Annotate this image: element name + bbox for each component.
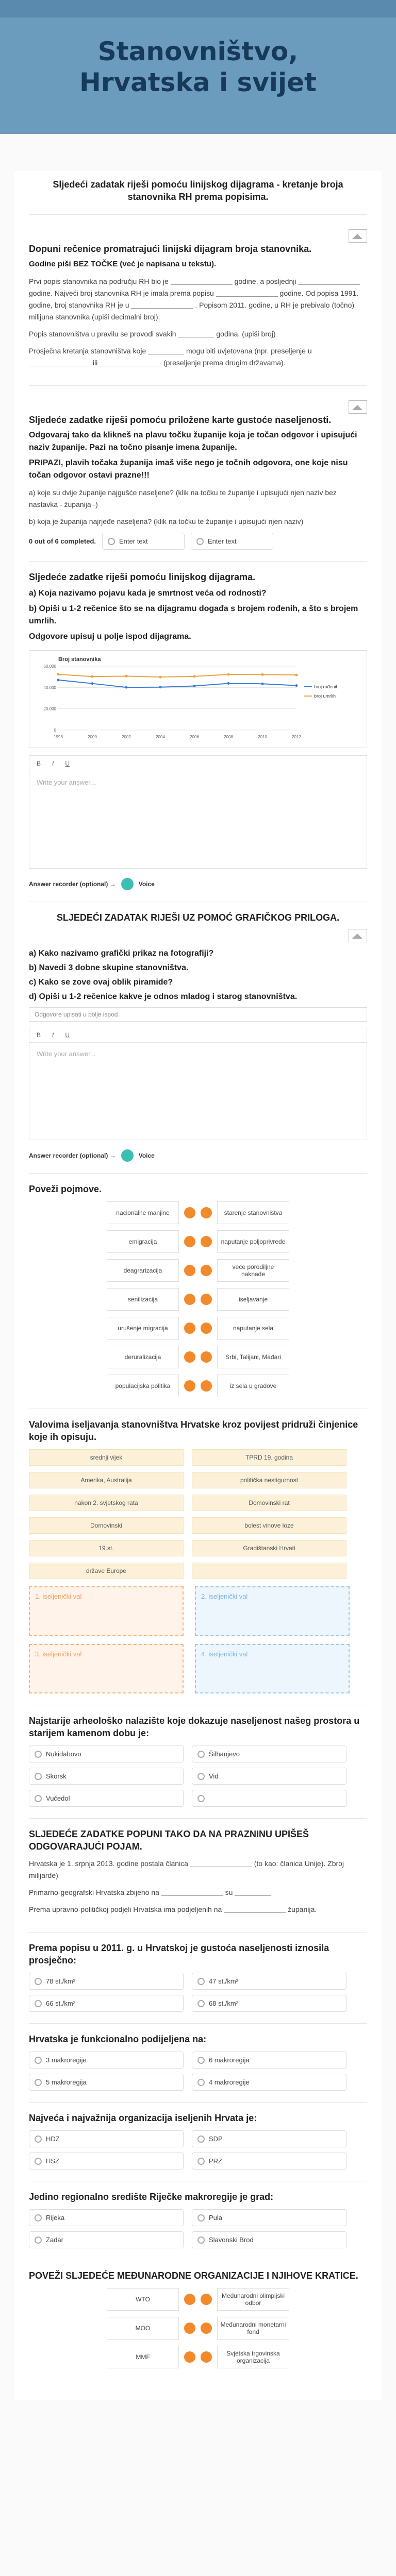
option-label: 3 makroregije xyxy=(46,2056,87,2064)
fact-tag[interactable]: Gradištanski Hrvati xyxy=(192,1540,346,1556)
editor-toolbar xyxy=(29,756,367,771)
fact-tag[interactable]: države Europe xyxy=(29,1563,184,1579)
radio-icon xyxy=(35,2079,42,2086)
hero-top-stripe xyxy=(0,0,396,18)
radio-icon xyxy=(197,1795,205,1802)
x-tick-label: 2008 xyxy=(224,735,233,739)
task-title: Sljedeće zadatke riješi pomoću priložene karte gustoće naseljenosti. xyxy=(29,415,332,425)
blank-input[interactable] xyxy=(131,301,193,309)
question-b: b) Navedi 3 dobne skupine stanovništva. xyxy=(29,963,189,972)
data-point xyxy=(193,675,196,677)
blank-input[interactable] xyxy=(235,1889,271,1896)
voice-record-button[interactable] xyxy=(121,878,134,890)
radio-icon xyxy=(197,2158,205,2165)
option-choice[interactable] xyxy=(29,1745,184,1762)
match-right[interactable]: Međunarodni olimpijski odbor xyxy=(217,2288,289,2311)
radio-icon xyxy=(35,1795,42,1802)
option-choice[interactable] xyxy=(192,1995,346,2012)
question-a: a) koje su dvije županije najgušće naseljene? (klik na točku te županije i upisujući njen naziv bez nastavka - županija -) xyxy=(29,488,337,509)
data-point xyxy=(57,673,60,675)
option-choice[interactable] xyxy=(192,2052,346,2069)
data-point xyxy=(261,683,264,685)
task-line-chart-fill xyxy=(29,215,367,386)
task-organization-mc xyxy=(29,2103,367,2181)
matching-list xyxy=(29,2288,367,2368)
connect-dot-icon[interactable] xyxy=(184,1323,195,1334)
y-tick-label: 60.000 xyxy=(43,664,56,669)
option-label: 47 st./km² xyxy=(209,1977,239,1985)
radio-icon xyxy=(197,2214,205,2222)
task-title: Hrvatska je funkcionalno podijeljena na: xyxy=(29,2034,207,2044)
x-tick-label: 2004 xyxy=(156,735,165,739)
bold-icon[interactable]: B xyxy=(37,759,41,767)
option-label: Nukidabovo xyxy=(46,1750,81,1758)
task-title: Jedino regionalno središte Riječke makroregije je grad: xyxy=(29,2192,274,2202)
connect-dot-icon[interactable] xyxy=(184,1265,195,1276)
x-tick-label: 2006 xyxy=(190,735,199,739)
connect-dot-icon[interactable] xyxy=(184,1236,195,1247)
radio-icon xyxy=(197,2136,205,2143)
task-density-mc xyxy=(29,1933,367,2024)
option-choice[interactable] xyxy=(192,2074,346,2091)
radio-icon xyxy=(108,538,115,545)
question-a: a) Koja nazivamo pojavu kada je smrtnost veća od rodnosti? xyxy=(29,589,267,598)
option-label: Vučedol xyxy=(46,1794,70,1802)
connect-dot-icon[interactable] xyxy=(201,1380,212,1392)
option-label: 78 st./km² xyxy=(46,1977,76,1985)
drop-zone[interactable]: 3. iseljenički val xyxy=(29,1644,184,1693)
question-c: c) Kako se zove ovaj oblik piramide? xyxy=(29,978,173,987)
connect-dot-icon[interactable] xyxy=(201,1265,212,1276)
line-chart-svg xyxy=(34,655,364,743)
match-row xyxy=(29,2346,367,2368)
data-point xyxy=(91,682,94,685)
drop-zones xyxy=(29,1586,367,1693)
question-a: a) Kako nazivamo grafički prikaz na fotografiji? xyxy=(29,949,214,958)
fact-tags xyxy=(29,1449,367,1579)
options xyxy=(29,1973,367,2012)
option-label: 66 st./km² xyxy=(46,1999,76,2007)
data-point xyxy=(159,686,162,688)
series-line xyxy=(58,674,296,677)
fact-tag[interactable]: nakon 2. svjetskog rata xyxy=(29,1495,184,1511)
blank-input[interactable] xyxy=(29,359,91,366)
data-point xyxy=(193,685,196,687)
task-title: SLJEDEĆI ZADATAK RIJEŠI UZ POMOĆ GRAFIČKOG PRILOGA. xyxy=(56,912,340,923)
blank-input[interactable] xyxy=(148,347,184,354)
task-title: Najveća i najvažnija organizacija iseljenih Hrvata je: xyxy=(29,2113,257,2123)
blank-input[interactable] xyxy=(216,290,278,297)
options xyxy=(29,2209,367,2248)
option-choice[interactable] xyxy=(192,2130,346,2147)
match-row xyxy=(29,1259,367,1282)
legend-label: broj umrlih xyxy=(314,693,336,699)
underline-icon[interactable]: U xyxy=(65,1031,70,1039)
option-label: HDZ xyxy=(46,2135,60,2143)
blank-input[interactable] xyxy=(171,278,233,285)
fact-tag[interactable]: Domovinski rat xyxy=(192,1495,346,1511)
match-row xyxy=(29,1230,367,1253)
match-row xyxy=(29,2288,367,2311)
series-line xyxy=(58,680,296,687)
worksheet xyxy=(14,171,382,2400)
image-placeholder-icon xyxy=(349,929,367,942)
radio-icon xyxy=(197,2079,205,2086)
task-title: Prema popisu u 2011. g. u Hrvatskoj je gustoća naseljenosti iznosila prosječno: xyxy=(29,1943,329,1965)
connect-dot-icon[interactable] xyxy=(184,2323,195,2334)
match-right[interactable]: naputanje sela xyxy=(217,1317,289,1340)
y-tick-label: 0 xyxy=(54,728,56,733)
option-choice[interactable] xyxy=(29,1995,184,2012)
question-b: b) Opiši u 1-2 rečenice što se na dijagramu događa s brojem rođenih, a što s brojem umrlih. xyxy=(29,604,358,625)
radio-icon xyxy=(197,2236,205,2244)
option-label: Skorsk xyxy=(46,1772,67,1780)
radio-icon xyxy=(35,1751,42,1758)
option-label: PRZ xyxy=(209,2157,222,2165)
option-choice[interactable] xyxy=(192,1973,346,1990)
task-natality-chart xyxy=(29,562,367,902)
option-label: Slavonski Brod xyxy=(209,2236,254,2244)
fill-paragraph: Prvi popis stanovnika na području RH bio je godine, a posljednji godine. Najveći broj stanovnika RH je imala prema popisu godine. Od popisa 1991. godine, broj stanovnika RH je u . Popisom 2011. godine, u RH je prebivalo (točno) milijuna stanovnika (upiši decimalni broj). Popis stanovništva u pravilu se provodi svakih godina. (upiši broj) Prosječna kretanja stanovništva koje mogu biti uvjetovana (npr. preseljenje u ili (preseljenje prema drugim državama). xyxy=(29,276,367,369)
voice-record-button[interactable] xyxy=(121,1149,134,1162)
data-point xyxy=(159,676,162,679)
x-tick-label: 1998 xyxy=(54,735,63,739)
instruction-field: Odgovore upisati u polje ispod. xyxy=(29,1007,367,1022)
task-title: Poveži pojmove. xyxy=(29,1184,102,1194)
task-title: Dopuni rečenice promatrajući linijski dijagram broja stanovnika. xyxy=(29,244,312,254)
fact-tag[interactable]: TPRD 19. godina xyxy=(192,1449,346,1466)
option-choice[interactable] xyxy=(29,2209,184,2226)
radio-icon xyxy=(197,1773,205,1780)
option-label: 6 makroregija xyxy=(209,2056,250,2064)
radio-icon xyxy=(35,1978,42,1985)
question-d: d) Opiši u 1-2 rečenice kakve je odnos mladog i starog stanovništva. xyxy=(29,992,298,1001)
option-label: Zadar xyxy=(46,2236,63,2244)
connect-dot-icon[interactable] xyxy=(201,2294,212,2305)
connect-dot-icon[interactable] xyxy=(184,1207,195,1218)
task-regions-mc xyxy=(29,2024,367,2103)
option-label: Šilhanjevo xyxy=(209,1750,240,1758)
x-tick-label: 2012 xyxy=(292,735,301,739)
data-point xyxy=(227,682,230,685)
option-label: Pula xyxy=(209,2214,223,2222)
drop-zone[interactable]: 2. iseljenički val xyxy=(195,1586,350,1636)
x-tick-label: 2000 xyxy=(88,735,97,739)
option-choice[interactable] xyxy=(192,2231,346,2248)
option-label: 68 st./km² xyxy=(209,1999,239,2007)
match-left[interactable]: WTO xyxy=(107,2288,179,2311)
blank-input[interactable] xyxy=(100,359,161,366)
chart-title: Broj stanovnika xyxy=(58,656,101,663)
blank-input[interactable] xyxy=(161,1889,223,1896)
task-pyramid xyxy=(29,902,367,1174)
fact-tag[interactable]: bolest vinove loze xyxy=(192,1517,346,1534)
connect-dot-icon[interactable] xyxy=(201,1351,212,1363)
match-left[interactable]: deagrarizacija xyxy=(107,1259,179,1282)
task-warning: PRIPAZI, plavih točaka županija imaš više nego je točnih odgovora, one koje nisu točan odgovor ostavi prazne!!! xyxy=(29,459,348,480)
italic-icon[interactable]: I xyxy=(52,759,54,767)
match-left[interactable]: MOO xyxy=(107,2317,179,2340)
task-archaeology xyxy=(29,1705,367,1819)
option-choice[interactable] xyxy=(192,1790,346,1807)
match-row xyxy=(29,1201,367,1224)
radio-icon xyxy=(35,2214,42,2222)
match-right[interactable]: iz sela u gradove xyxy=(217,1375,289,1397)
fact-tag[interactable] xyxy=(192,1563,346,1579)
task-density-map xyxy=(29,386,367,562)
connect-dot-icon[interactable] xyxy=(201,1236,212,1247)
intro-title: Sljedeći zadatak riješi pomoću linijskog dijagrama - kretanje broja stanovnika RH prema popisima. xyxy=(53,179,343,202)
blank-input[interactable] xyxy=(298,278,360,285)
match-right[interactable]: Srbi, Talijani, Mađari xyxy=(217,1346,289,1368)
x-tick-label: 2010 xyxy=(258,735,267,739)
match-left[interactable]: nacionalne manjine xyxy=(107,1201,179,1224)
progress-text: 0 out of 6 completed. xyxy=(29,537,96,545)
options xyxy=(29,1745,367,1807)
match-row xyxy=(29,1317,367,1340)
radio-icon xyxy=(35,2136,42,2143)
option-label: SDP xyxy=(209,2135,223,2143)
y-tick-label: 20.000 xyxy=(43,706,56,711)
option-choice[interactable] xyxy=(29,2153,184,2170)
match-right[interactable]: veće porodiljne naknade xyxy=(217,1259,289,1282)
task-title: POVEŽI SLJEDEĆE MEĐUNARODNE ORGANIZACIJE I NJIHOVE KRATICE. xyxy=(29,2270,358,2281)
legend-label: broj rođenih xyxy=(314,684,339,689)
task-subtitle: Godine piši BEZ TOČKE (već je napisana u tekstu). xyxy=(29,260,217,268)
page-title: Stanovništvo, Hrvatska i svijet xyxy=(79,37,317,97)
image-placeholder-icon xyxy=(349,400,367,414)
blank-input[interactable] xyxy=(190,1860,252,1867)
connect-dot-icon[interactable] xyxy=(201,1323,212,1334)
match-left[interactable]: emigracija xyxy=(107,1230,179,1253)
radio-icon xyxy=(35,2000,42,2007)
task-instructions: Odgovaraj tako da klikneš na plavu točku županije koja je točan odgovor i upisujući naziv županije. Pazi na točno pisanje imena županije. xyxy=(29,431,357,452)
option-choice[interactable] xyxy=(29,2074,184,2091)
fact-tag[interactable]: politička nestigurnost xyxy=(192,1472,346,1488)
task-center-mc xyxy=(29,2181,367,2260)
match-right[interactable]: naputanje poljoprivrede xyxy=(217,1230,289,1253)
option-choice[interactable] xyxy=(192,2153,346,2170)
data-point xyxy=(261,673,264,676)
bold-icon[interactable]: B xyxy=(37,1031,41,1039)
task-fill-terms xyxy=(29,1819,367,1933)
match-row xyxy=(29,1288,367,1311)
data-point xyxy=(295,684,298,687)
answer-placeholder: Write your answer... xyxy=(37,778,96,786)
enter-text-button[interactable]: Enter text xyxy=(191,533,273,550)
editor-toolbar xyxy=(29,1027,367,1043)
line-chart xyxy=(29,650,367,748)
answer-recorder: Answer recorder (optional) → Voice xyxy=(29,878,367,890)
data-point xyxy=(125,686,128,689)
match-left[interactable]: MMF xyxy=(107,2346,179,2368)
radio-icon xyxy=(197,2057,205,2064)
match-left[interactable]: populacijska politika xyxy=(107,1375,179,1397)
connect-dot-icon[interactable] xyxy=(184,1294,195,1305)
match-left[interactable]: senilizacija xyxy=(107,1288,179,1311)
match-row xyxy=(29,1346,367,1368)
radio-icon xyxy=(196,538,204,545)
fact-tag[interactable]: Amerika, Australija xyxy=(29,1472,184,1488)
options xyxy=(29,2052,367,2091)
fact-tag[interactable]: 19.st. xyxy=(29,1540,184,1556)
underline-icon[interactable]: U xyxy=(65,759,70,767)
connect-dot-icon[interactable] xyxy=(184,2294,195,2305)
options xyxy=(29,2130,367,2170)
task-title: Sljedeće zadatke riješi pomoću linijskog dijagrama. xyxy=(29,572,256,582)
option-choice[interactable] xyxy=(192,2209,346,2226)
drop-zone[interactable]: 4. iseljenički val xyxy=(195,1644,350,1693)
match-right[interactable]: iseljavanje xyxy=(217,1288,289,1311)
match-left[interactable]: deruralizacija xyxy=(107,1346,179,1368)
data-point xyxy=(227,673,230,676)
match-right[interactable]: Međunarodni monetarni fond xyxy=(217,2317,289,2340)
answer-recorder: Answer recorder (optional) → Voice xyxy=(29,1149,367,1162)
italic-icon[interactable]: I xyxy=(52,1031,54,1039)
blank-input[interactable] xyxy=(224,1906,286,1913)
task-matching-terms xyxy=(29,1174,367,1409)
option-label: Vid xyxy=(209,1772,219,1780)
task-title: Valovima iseljavanja stanovništva Hrvatske kroz povijest pridruži činjenice koje ih opisuju. xyxy=(29,1419,358,1442)
radio-icon xyxy=(35,2057,42,2064)
connect-dot-icon[interactable] xyxy=(201,2351,212,2363)
fact-tag[interactable]: Domovinski xyxy=(29,1517,184,1534)
y-tick-label: 40.000 xyxy=(43,685,56,690)
x-tick-label: 2002 xyxy=(122,735,131,739)
option-choice[interactable] xyxy=(29,1973,184,1990)
answer-placeholder: Write your answer... xyxy=(37,1050,96,1058)
data-point xyxy=(125,675,128,677)
option-choice[interactable] xyxy=(29,1768,184,1785)
radio-icon xyxy=(35,2158,42,2165)
match-left[interactable]: urušenje migracija xyxy=(107,1317,179,1340)
task-emigration-waves xyxy=(29,1409,367,1705)
blank-input[interactable] xyxy=(178,330,214,337)
hero-banner xyxy=(0,0,396,134)
option-label: Rijeka xyxy=(46,2214,65,2222)
image-placeholder-icon xyxy=(349,229,367,243)
data-point xyxy=(57,679,60,681)
match-row xyxy=(29,2317,367,2340)
task-organizations-match xyxy=(29,2260,367,2380)
option-choice[interactable] xyxy=(192,1768,346,1785)
question-b: b) koja je županija najrjeđe naseljena? (klik na točku te županije i upisujući njen naziv) xyxy=(29,517,304,526)
match-right[interactable]: Svjetska trgovinska organizacija xyxy=(217,2346,289,2368)
connect-dot-icon[interactable] xyxy=(201,1207,212,1218)
fill-paragraph: Hrvatska je 1. srpnja 2013. godine postala članica (to kao: članica Unije). Zbroj milijarde) Primarno-geografski Hrvatska zbijeno na su Prema upravno-političkoj podjeli Hrvatska ima podjeljenih na županija. xyxy=(29,1859,344,1913)
data-point xyxy=(295,674,298,676)
radio-icon xyxy=(35,1773,42,1780)
answer-textarea[interactable] xyxy=(29,755,367,869)
option-choice[interactable] xyxy=(29,2231,184,2248)
radio-icon xyxy=(197,1751,205,1758)
option-choice[interactable] xyxy=(192,1745,346,1762)
option-choice[interactable] xyxy=(29,1790,184,1807)
matching-list xyxy=(29,1201,367,1397)
match-right[interactable]: starenje stanovništva xyxy=(217,1201,289,1224)
question-c: Odgovore upisuj u polje ispod dijagrama. xyxy=(29,632,191,641)
option-label: 5 makroregija xyxy=(46,2078,87,2086)
connect-dot-icon[interactable] xyxy=(201,1294,212,1305)
option-choice[interactable] xyxy=(29,2052,184,2069)
connect-dot-icon[interactable] xyxy=(201,2323,212,2334)
task-title: Najstarije arheološko nalazište koje dokazuje naseljenost našeg prostora u starijem kamenom dobu je: xyxy=(29,1716,360,1738)
option-choice[interactable] xyxy=(29,2130,184,2147)
task-title: SLJEDEĆE ZADATKE POPUNI TAKO DA NA PRAZNINU UPIŠEŠ ODGOVARAJUĆI POJAM. xyxy=(29,1829,309,1852)
intro-card xyxy=(29,178,367,215)
match-row xyxy=(29,1375,367,1397)
radio-icon xyxy=(197,2000,205,2007)
drop-zone[interactable]: 1. iseljenički val xyxy=(29,1586,184,1636)
answer-textarea[interactable] xyxy=(29,1027,367,1140)
fact-tag[interactable]: srednji vijek xyxy=(29,1449,184,1466)
option-label: 4 makroregije xyxy=(209,2078,250,2086)
connect-dot-icon[interactable] xyxy=(184,1351,195,1363)
radio-icon xyxy=(35,2236,42,2244)
enter-text-button[interactable]: Enter text xyxy=(102,533,185,550)
connect-dot-icon[interactable] xyxy=(184,1380,195,1392)
radio-icon xyxy=(197,1978,205,1985)
data-point xyxy=(91,675,94,678)
connect-dot-icon[interactable] xyxy=(184,2351,195,2363)
option-label: HSZ xyxy=(46,2157,59,2165)
